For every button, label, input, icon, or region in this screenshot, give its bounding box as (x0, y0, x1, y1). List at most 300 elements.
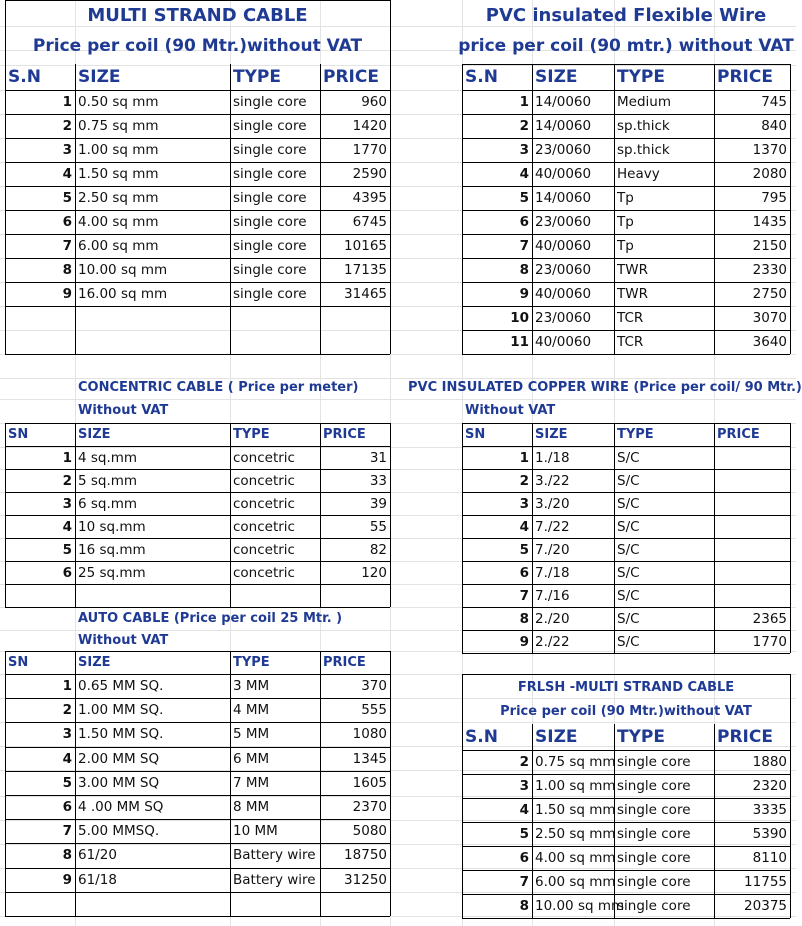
table-cell-size: 40/0060 (535, 238, 592, 254)
table-border (5, 722, 390, 723)
table-cell-sn: 5 (519, 826, 529, 842)
table-border (462, 446, 790, 447)
table-border (714, 724, 715, 918)
column-header-type: TYPE (233, 426, 270, 442)
column-header-size: SIZE (535, 426, 568, 442)
table-cell-type: 4 MM (233, 702, 270, 719)
table-border (790, 64, 791, 354)
table-border (462, 210, 790, 211)
column-header-size: SIZE (78, 67, 121, 87)
table-border (5, 0, 390, 1)
table-cell-sn: 3 (62, 495, 72, 512)
table-border (714, 423, 715, 653)
table-cell-size: 14/0060 (535, 118, 592, 134)
table-cell-sn: 6 (62, 564, 72, 581)
table-cell-type: concetric (233, 472, 295, 489)
table-cell-sn: 5 (62, 774, 72, 791)
table-cell-price: 8110 (752, 850, 787, 866)
table-cell-price: 3070 (752, 310, 787, 326)
table-cell-sn: 4 (62, 518, 72, 535)
table-cell-size: 1./18 (535, 449, 570, 466)
table-cell-type: single core (233, 142, 307, 158)
table-cell-type: S/C (617, 518, 640, 535)
table-border (320, 423, 321, 607)
table-cell-size: 16.00 sq mm (78, 286, 168, 302)
table-cell-sn: 4 (519, 166, 529, 182)
table-cell-price: 370 (361, 678, 387, 695)
pvc-flexible-title: PVC insulated Flexible Wire (485, 4, 767, 26)
table-cell-type: single core (617, 778, 691, 794)
table-border (5, 210, 390, 211)
table-cell-type: S/C (617, 541, 640, 558)
table-cell-sn: 1 (62, 678, 72, 695)
table-border (462, 138, 790, 139)
table-cell-price: 11755 (744, 874, 787, 890)
auto-cable-subtitle: Without VAT (78, 632, 169, 648)
table-cell-price (714, 515, 790, 538)
table-cell-price: 6745 (352, 214, 387, 230)
table-cell-size: 6.00 sq mm (78, 238, 159, 254)
table-border (462, 918, 790, 919)
table-cell-sn: 6 (62, 799, 72, 816)
table-cell-size: 0.50 sq mm (78, 94, 159, 110)
column-header-price: PRICE (717, 727, 773, 747)
table-cell-sn: 5 (62, 190, 72, 206)
table-cell-sn: 8 (62, 262, 72, 278)
table-cell-price: 33 (369, 472, 387, 489)
table-border (462, 354, 790, 355)
table-border (5, 354, 390, 355)
table-border (5, 674, 390, 675)
column-header-sn: S.N (8, 67, 41, 87)
table-border (5, 114, 390, 115)
table-border (614, 64, 615, 354)
table-border (462, 469, 790, 470)
table-cell-type: Tp (617, 190, 634, 206)
table-cell-size: 2.50 sq mm (78, 190, 159, 206)
table-cell-type: single core (617, 898, 691, 914)
table-cell-size: 0.75 sq mm (535, 754, 616, 770)
table-border (5, 698, 390, 699)
table-border (790, 423, 791, 653)
table-cell-type: single core (617, 826, 691, 842)
table-cell-sn: 6 (519, 850, 529, 866)
table-cell-price: 4395 (352, 190, 387, 206)
table-cell-price (714, 446, 790, 469)
table-cell-sn: 2 (519, 754, 529, 770)
table-cell-sn: 8 (519, 610, 529, 627)
table-cell-size: 6 sq.mm (78, 495, 138, 512)
table-cell-sn: 8 (519, 262, 529, 278)
table-cell-price (714, 584, 790, 607)
table-cell-sn: 8 (519, 898, 529, 914)
table-cell-price: 55 (369, 518, 387, 535)
column-header-size: SIZE (78, 426, 111, 442)
table-cell-price: 1435 (752, 214, 787, 230)
table-cell-price: 960 (361, 94, 387, 110)
table-border (5, 916, 390, 917)
table-cell-sn: 5 (519, 541, 529, 558)
table-border (5, 186, 390, 187)
table-border (5, 538, 390, 539)
table-cell-type: Tp (617, 214, 634, 230)
table-cell-size: 7./22 (535, 518, 570, 535)
table-cell-size: 16 sq.mm (78, 541, 146, 558)
table-border (390, 423, 391, 607)
table-border (462, 584, 790, 585)
table-border (462, 870, 790, 871)
table-cell-sn: 3 (519, 142, 529, 158)
table-border (5, 138, 390, 139)
table-cell-price: 2320 (752, 778, 787, 794)
table-cell-size: 4 .00 MM SQ (78, 799, 164, 816)
table-border (5, 492, 390, 493)
table-cell-size: 40/0060 (535, 286, 592, 302)
column-header-price: PRICE (717, 426, 760, 442)
table-cell-size: 25 sq.mm (78, 564, 146, 581)
table-cell-price: 10165 (344, 238, 387, 254)
table-cell-price: 2370 (352, 799, 387, 816)
table-cell-price: 2590 (352, 166, 387, 182)
table-border (462, 607, 790, 608)
column-header-sn: S.N (465, 727, 498, 747)
table-border (5, 234, 390, 235)
table-border (5, 795, 390, 796)
table-cell-size: 2./20 (535, 610, 570, 627)
table-border (390, 651, 391, 916)
table-cell-sn: 3 (519, 778, 529, 794)
table-cell-size: 40/0060 (535, 166, 592, 182)
table-cell-size: 5.00 MMSQ. (78, 823, 160, 840)
table-border (462, 822, 790, 823)
column-header-price: PRICE (717, 67, 773, 87)
column-header-price: PRICE (323, 67, 379, 87)
table-cell-sn: 7 (62, 823, 72, 840)
table-cell-type: Heavy (617, 166, 660, 182)
table-border (462, 894, 790, 895)
table-cell-price: 2080 (752, 166, 787, 182)
table-cell-type: Medium (617, 94, 671, 110)
table-border (5, 651, 390, 652)
table-cell-type: single core (233, 94, 307, 110)
table-cell-size: 2.00 MM SQ (78, 750, 160, 767)
table-border (5, 892, 390, 893)
table-cell-size: 10.00 sq mm (78, 262, 168, 278)
table-cell-price: 120 (361, 564, 387, 581)
table-border (5, 651, 6, 916)
column-header-type: TYPE (233, 654, 270, 670)
table-cell-sn: 2 (62, 472, 72, 489)
table-cell-type: single core (617, 850, 691, 866)
multi-strand-title: MULTI STRAND CABLE (87, 4, 308, 26)
pvc-copper-title: PVC INSULATED COPPER WIRE (Price per coil/ 90 Mtr.) (408, 379, 802, 395)
table-cell-type: single core (233, 118, 307, 134)
table-cell-sn: 4 (62, 750, 72, 767)
table-border (462, 674, 790, 675)
table-cell-size: 23/0060 (535, 310, 592, 326)
table-cell-size: 14/0060 (535, 190, 592, 206)
table-border (5, 771, 390, 772)
column-header-type: TYPE (617, 727, 665, 747)
table-cell-type: single core (233, 238, 307, 254)
table-border (462, 774, 790, 775)
table-cell-sn: 1 (519, 449, 529, 466)
table-cell-type: Battery wire (233, 847, 316, 864)
table-cell-type: 3 MM (233, 678, 270, 695)
table-cell-type: 6 MM (233, 750, 270, 767)
table-cell-type: S/C (617, 633, 640, 650)
table-cell-type: S/C (617, 472, 640, 489)
table-border (5, 747, 390, 748)
table-border (462, 90, 790, 91)
table-border (5, 282, 390, 283)
table-cell-size: 61/18 (78, 871, 117, 888)
table-border (5, 306, 390, 307)
table-cell-sn: 5 (519, 190, 529, 206)
table-cell-sn: 4 (62, 166, 72, 182)
table-border (532, 724, 533, 918)
table-cell-price: 20375 (744, 898, 787, 914)
table-cell-sn: 1 (62, 449, 72, 466)
table-cell-price: 1880 (752, 754, 787, 770)
concentric-title: CONCENTRIC CABLE ( Price per meter) (78, 379, 359, 395)
table-cell-sn: 7 (519, 874, 529, 890)
table-cell-price (714, 561, 790, 584)
table-cell-price: 18750 (344, 847, 387, 864)
table-cell-price: 745 (761, 94, 787, 110)
table-cell-price: 39 (369, 495, 387, 512)
table-border (230, 64, 231, 354)
table-cell-type: single core (617, 874, 691, 890)
table-cell-type: 10 MM (233, 823, 278, 840)
table-border (790, 674, 791, 918)
table-cell-price: 795 (761, 190, 787, 206)
table-border (462, 330, 790, 331)
table-cell-price: 17135 (344, 262, 387, 278)
table-border (5, 258, 390, 259)
table-cell-sn: 9 (62, 286, 72, 302)
table-cell-size: 2./22 (535, 633, 570, 650)
table-border (462, 64, 463, 354)
table-cell-size: 23/0060 (535, 262, 592, 278)
table-cell-price: 5390 (752, 826, 787, 842)
table-cell-type: TWR (617, 262, 648, 278)
column-header-size: SIZE (535, 67, 578, 87)
table-cell-price: 1345 (352, 750, 387, 767)
table-cell-sn: 6 (519, 564, 529, 581)
table-cell-sn: 8 (62, 847, 72, 864)
table-cell-type: Battery wire (233, 871, 316, 888)
table-border (462, 846, 790, 847)
column-header-sn: SN (465, 426, 486, 442)
table-border (462, 423, 790, 424)
table-border (462, 423, 463, 653)
table-cell-sn: 9 (519, 633, 529, 650)
table-cell-price (714, 492, 790, 515)
table-cell-type: 7 MM (233, 774, 270, 791)
table-cell-size: 10 sq.mm (78, 518, 146, 535)
table-border (462, 538, 790, 539)
table-cell-size: 2.50 sq mm (535, 826, 616, 842)
table-cell-price: 1605 (352, 774, 387, 791)
table-border (462, 186, 790, 187)
table-border (5, 819, 390, 820)
table-cell-price (714, 538, 790, 561)
table-cell-size: 6.00 sq mm (535, 874, 616, 890)
table-cell-size: 1.50 sq mm (78, 166, 159, 182)
table-cell-size: 7./18 (535, 564, 570, 581)
column-header-sn: S.N (465, 67, 498, 87)
table-cell-type: Tp (617, 238, 634, 254)
table-cell-size: 0.65 MM SQ. (78, 678, 164, 695)
table-border (532, 423, 533, 653)
table-cell-price: 555 (361, 702, 387, 719)
table-cell-size: 3./22 (535, 472, 570, 489)
table-cell-price: 1370 (752, 142, 787, 158)
table-border (5, 446, 390, 447)
table-border (5, 423, 390, 424)
table-cell-type: sp.thick (617, 142, 670, 158)
table-cell-sn: 5 (62, 541, 72, 558)
table-cell-sn: 6 (62, 214, 72, 230)
table-cell-type: S/C (617, 564, 640, 581)
table-cell-type: single core (233, 262, 307, 278)
table-border (75, 64, 76, 354)
table-cell-sn: 10 (510, 310, 529, 326)
table-border (462, 492, 790, 493)
table-cell-price: 31465 (344, 286, 387, 302)
table-cell-sn: 2 (62, 702, 72, 719)
table-border (462, 258, 790, 259)
auto-cable-title: AUTO CABLE (Price per coil 25 Mtr. ) (78, 610, 343, 626)
table-cell-size: 3.00 MM SQ (78, 774, 160, 791)
table-border (230, 651, 231, 916)
column-header-type: TYPE (617, 426, 654, 442)
table-cell-size: 4.00 sq mm (78, 214, 159, 230)
table-cell-size: 7./20 (535, 541, 570, 558)
table-border (462, 306, 790, 307)
table-cell-type: single core (233, 190, 307, 206)
table-border (532, 64, 533, 354)
table-cell-size: 4 sq.mm (78, 449, 138, 466)
table-border (320, 64, 321, 354)
table-border (714, 64, 715, 354)
table-cell-size: 1.00 sq mm (535, 778, 616, 794)
table-border (5, 843, 390, 844)
table-cell-type: 8 MM (233, 799, 270, 816)
table-cell-type: S/C (617, 610, 640, 627)
table-border (462, 234, 790, 235)
table-border (462, 653, 790, 654)
table-cell-sn: 6 (519, 214, 529, 230)
table-border (462, 162, 790, 163)
table-cell-size: 40/0060 (535, 334, 592, 350)
table-cell-sn: 3 (62, 142, 72, 158)
table-cell-size: 1.50 MM SQ. (78, 726, 164, 743)
table-border (5, 561, 390, 562)
table-cell-sn: 1 (62, 94, 72, 110)
table-border (5, 868, 390, 869)
table-border (230, 423, 231, 607)
column-header-price: PRICE (323, 426, 366, 442)
table-border (5, 515, 390, 516)
column-header-size: SIZE (78, 654, 111, 670)
table-border (5, 90, 390, 91)
table-border (462, 64, 790, 65)
table-cell-sn: 7 (62, 238, 72, 254)
table-cell-price: 3335 (752, 802, 787, 818)
table-cell-price: 2365 (752, 610, 787, 627)
table-cell-sn: 9 (62, 871, 72, 888)
table-cell-sn: 11 (510, 334, 529, 350)
table-border (462, 515, 790, 516)
table-cell-sn: 3 (519, 495, 529, 512)
table-cell-price: 1770 (752, 633, 787, 650)
table-cell-size: 1.50 sq mm (535, 802, 616, 818)
table-border (320, 651, 321, 916)
table-cell-price: 5080 (352, 823, 387, 840)
frlsh-title: FRLSH -MULTI STRAND CABLE (517, 679, 735, 695)
table-border (462, 630, 790, 631)
table-cell-sn: 7 (519, 587, 529, 604)
table-border (5, 469, 390, 470)
column-header-type: TYPE (617, 67, 665, 87)
table-cell-type: TCR (617, 310, 644, 326)
table-cell-sn: 9 (519, 286, 529, 302)
table-border (462, 750, 790, 751)
table-cell-price: 3640 (752, 334, 787, 350)
table-cell-type: TCR (617, 334, 644, 350)
table-cell-type: concetric (233, 518, 295, 535)
table-cell-price: 840 (761, 118, 787, 134)
table-cell-size: 1.00 MM SQ. (78, 702, 164, 719)
table-cell-price: 82 (369, 541, 387, 558)
table-cell-price: 1770 (352, 142, 387, 158)
concentric-subtitle: Without VAT (78, 402, 169, 418)
table-cell-size: 10.00 sq mm (535, 898, 625, 914)
table-cell-type: concetric (233, 449, 295, 466)
table-cell-sn: 2 (519, 472, 529, 489)
table-cell-type: TWR (617, 286, 648, 302)
table-border (5, 0, 6, 354)
table-cell-type: S/C (617, 449, 640, 466)
table-cell-size: 23/0060 (535, 142, 592, 158)
table-cell-type: concetric (233, 541, 295, 558)
table-cell-type: concetric (233, 495, 295, 512)
column-header-sn: SN (8, 654, 29, 670)
table-border (5, 162, 390, 163)
column-header-size: SIZE (535, 727, 578, 747)
multi-strand-subtitle: Price per coil (90 Mtr.)without VAT (32, 36, 363, 56)
table-cell-size: 7./16 (535, 587, 570, 604)
frlsh-subtitle: Price per coil (90 Mtr.)without VAT (500, 703, 752, 719)
column-header-type: TYPE (233, 67, 281, 87)
table-cell-type: concetric (233, 564, 295, 581)
table-cell-type: S/C (617, 587, 640, 604)
table-cell-size: 0.75 sq mm (78, 118, 159, 134)
table-border (462, 674, 463, 918)
table-cell-size: 4.00 sq mm (535, 850, 616, 866)
pvc-copper-subtitle: Without VAT (465, 402, 556, 418)
column-header-price: PRICE (323, 654, 366, 670)
table-cell-price: 31250 (344, 871, 387, 888)
table-cell-size: 5 sq.mm (78, 472, 138, 489)
pvc-flexible-subtitle: price per coil (90 mtr.) without VAT (458, 36, 794, 56)
table-border (462, 798, 790, 799)
column-header-sn: SN (8, 426, 29, 442)
table-cell-sn: 2 (519, 118, 529, 134)
table-cell-type: single core (617, 754, 691, 770)
